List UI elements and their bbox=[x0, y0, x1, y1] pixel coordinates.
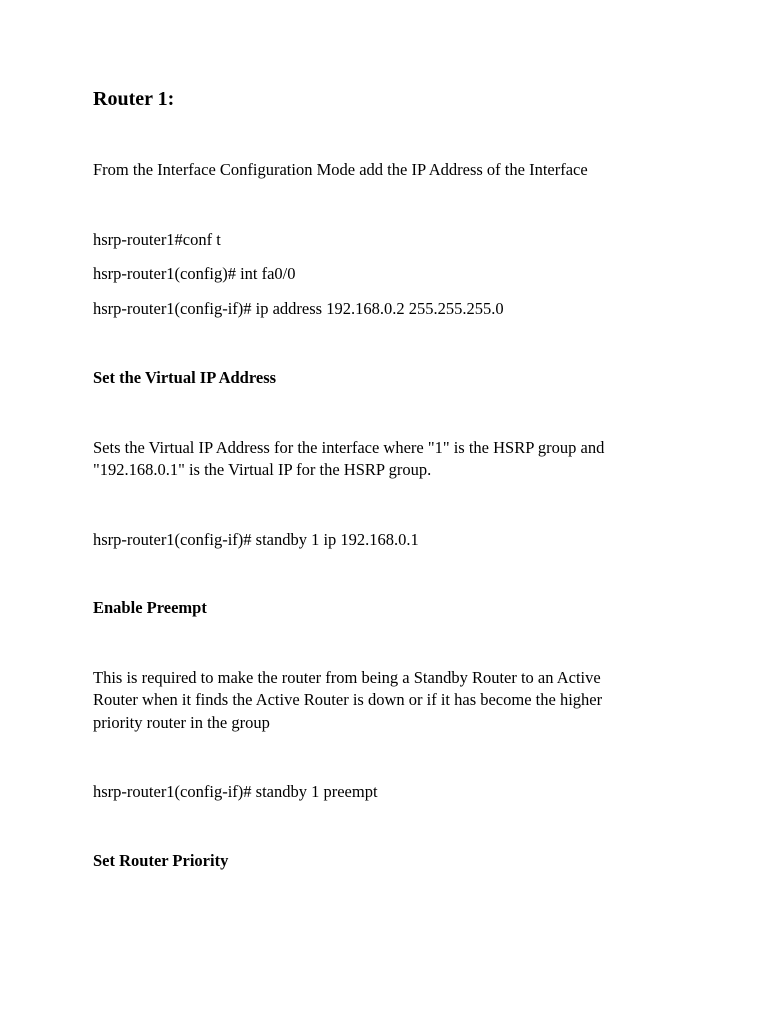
command-line: hsrp-router1(config-if)# ip address 192.168.0.2 255.255.255.0 bbox=[93, 299, 504, 318]
intro-text: From the Interface Configuration Mode add the IP Address of the Interface bbox=[93, 160, 588, 179]
command-line: hsrp-router1#conf t bbox=[93, 230, 221, 249]
section-heading-virtual-ip: Set the Virtual IP Address bbox=[93, 368, 277, 387]
section-heading-preempt: Enable Preempt bbox=[93, 598, 207, 617]
command-line: hsrp-router1(config)# int fa0/0 bbox=[93, 264, 296, 283]
paragraph-line: Sets the Virtual IP Address for the interface where "1" is the HSRP group and bbox=[93, 438, 605, 457]
paragraph-line: Router when it finds the Active Router is down or if it has become the higher bbox=[93, 690, 603, 709]
page-title: Router 1: bbox=[93, 88, 175, 110]
paragraph-line: "192.168.0.1" is the Virtual IP for the HSRP group. bbox=[93, 460, 432, 479]
section-heading-priority: Set Router Priority bbox=[93, 851, 229, 870]
command-line: hsrp-router1(config-if)# standby 1 ip 192.168.0.1 bbox=[93, 530, 419, 549]
paragraph-line: priority router in the group bbox=[93, 713, 270, 732]
command-line: hsrp-router1(config-if)# standby 1 preempt bbox=[93, 782, 378, 801]
paragraph-line: This is required to make the router from being a Standby Router to an Active bbox=[93, 668, 601, 687]
